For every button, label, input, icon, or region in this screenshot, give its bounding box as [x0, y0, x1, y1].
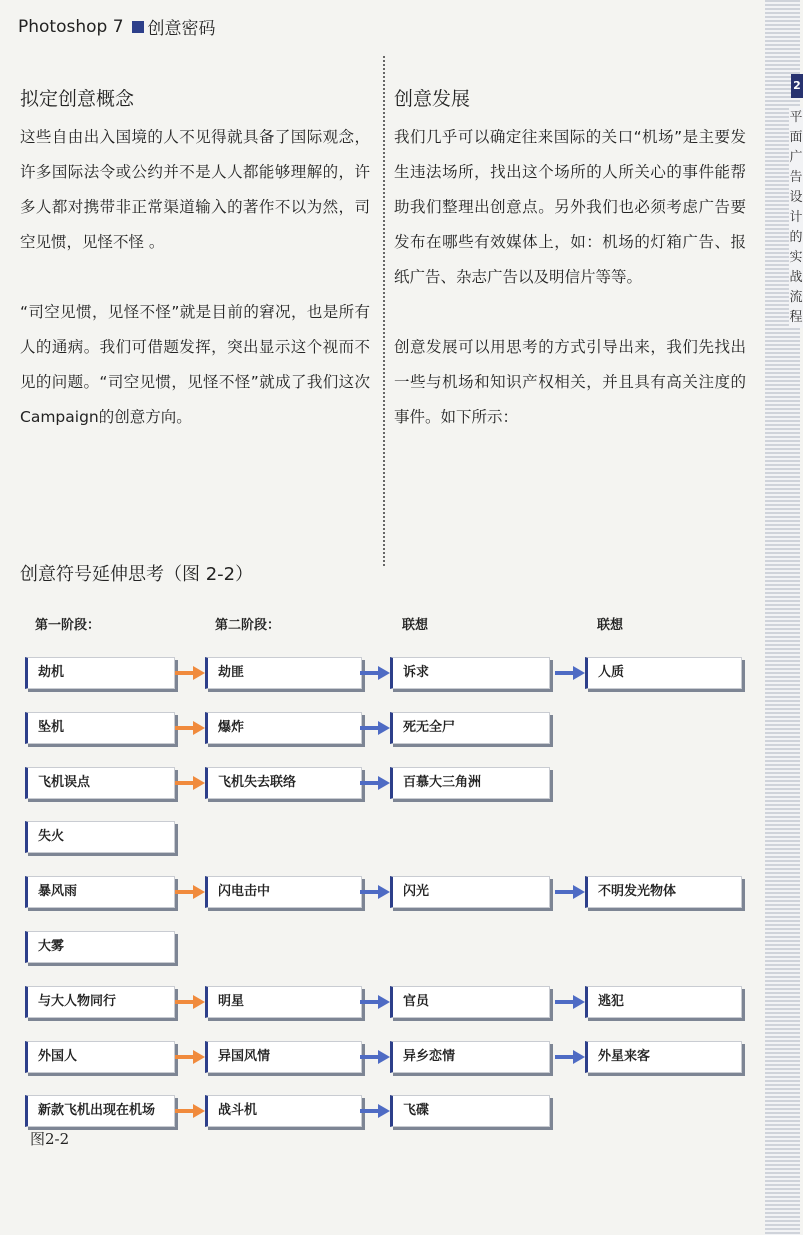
node-r7-c3: 官员 — [390, 986, 550, 1018]
node-r8-c2: 异国风情 — [205, 1041, 362, 1073]
blue-arrow-icon — [360, 778, 390, 788]
blue-arrow-icon — [360, 1052, 390, 1062]
blue-arrow-icon — [360, 887, 390, 897]
node-r5-c1: 暴风雨 — [25, 876, 175, 908]
orange-arrow-icon — [175, 778, 205, 788]
left-paragraph-1: 这些自由出入国境的人不见得就具备了国际观念，许多国际法令或公约并不是人人都能够理解的，许多人都对携带非正常渠道输入的著作不以为然，司空见惯，见怪不怪 。 — [20, 128, 370, 251]
orange-arrow-icon — [175, 887, 205, 897]
node-r1-c4: 人质 — [585, 657, 742, 689]
stage-header-2: 第二阶段： — [215, 618, 281, 633]
stage-header-1: 第一阶段： — [35, 618, 101, 633]
left-paragraph-2: “司空见惯，见怪不怪”就是目前的窘况，也是所有人的通病。我们可借题发挥，突出显示这个视而不见的问题。“司空见惯，见怪不怪”就成了我们这次Campaign的创意方向。 — [20, 303, 370, 426]
left-heading: 拟定创意概念 — [20, 88, 135, 110]
node-r6-c1: 大雾 — [25, 931, 175, 963]
node-r5-c3: 闪光 — [390, 876, 550, 908]
node-r7-c4: 逃犯 — [585, 986, 742, 1018]
node-r4-c1: 失火 — [25, 821, 175, 853]
node-r8-c1: 外国人 — [25, 1041, 175, 1073]
blue-arrow-icon — [555, 887, 585, 897]
node-r3-c3: 百慕大三角洲 — [390, 767, 550, 799]
blue-arrow-icon — [360, 668, 390, 678]
right-heading: 创意发展 — [394, 88, 471, 110]
node-r8-c3: 异乡恋情 — [390, 1041, 550, 1073]
node-r1-c2: 劫匪 — [205, 657, 362, 689]
blue-arrow-icon — [555, 1052, 585, 1062]
node-r7-c1: 与大人物同行 — [25, 986, 175, 1018]
orange-arrow-icon — [175, 723, 205, 733]
chapter-vertical-title: 平面广告设计的实战流程 — [789, 108, 803, 328]
column-divider — [383, 56, 385, 566]
orange-arrow-icon — [175, 1106, 205, 1116]
orange-arrow-icon — [175, 1052, 205, 1062]
right-column — [394, 82, 746, 435]
orange-arrow-icon — [175, 997, 205, 1007]
node-r2-c2: 爆炸 — [205, 712, 362, 744]
section-title: 创意密码 — [147, 19, 216, 39]
node-r3-c1: 飞机误点 — [25, 767, 175, 799]
node-r2-c1: 坠机 — [25, 712, 175, 744]
figure-title: 创意符号延伸思考（图 2-2） — [20, 564, 254, 585]
node-r7-c2: 明星 — [205, 986, 362, 1018]
blue-arrow-icon — [360, 1106, 390, 1116]
blue-arrow-icon — [555, 668, 585, 678]
orange-arrow-icon — [175, 668, 205, 678]
node-r9-c3: 飞碟 — [390, 1095, 550, 1127]
node-r5-c2: 闪电击中 — [205, 876, 362, 908]
stage-header-3: 联想 — [402, 618, 429, 633]
node-r1-c1: 劫机 — [25, 657, 175, 689]
node-r3-c2: 飞机失去联络 — [205, 767, 362, 799]
node-r1-c3: 诉求 — [390, 657, 550, 689]
running-header — [18, 14, 216, 39]
chapter-edge-strip — [765, 0, 803, 1235]
right-paragraph-2: 创意发展可以用思考的方式引导出来，我们先找出一些与机场和知识产权相关，并且具有高关注度的事件。如下所示： — [394, 338, 746, 426]
chapter-tab: 2 — [791, 74, 803, 98]
left-column — [20, 82, 370, 435]
blue-arrow-icon — [555, 997, 585, 1007]
node-r8-c4: 外星来客 — [585, 1041, 742, 1073]
node-r2-c3: 死无全尸 — [390, 712, 550, 744]
blue-arrow-icon — [360, 723, 390, 733]
right-paragraph-1: 我们几乎可以确定往来国际的关口“机场”是主要发生违法场所，找出这个场所的人所关心的事件能帮助我们整理出创意点。另外我们也必须考虑广告要发布在哪些有效媒体上，如：机场的灯箱广告、报纸广告、杂志广告以及明信片等等。 — [394, 128, 746, 286]
stage-header-4: 联想 — [597, 618, 624, 633]
figure-label: 图2-2 — [30, 1130, 70, 1148]
node-r9-c2: 战斗机 — [205, 1095, 362, 1127]
book-title: Photoshop 7 — [18, 16, 124, 37]
node-r5-c4: 不明发光物体 — [585, 876, 742, 908]
node-r9-c1: 新款飞机出现在机场 — [25, 1095, 175, 1127]
square-bullet-icon — [132, 21, 144, 33]
blue-arrow-icon — [360, 997, 390, 1007]
